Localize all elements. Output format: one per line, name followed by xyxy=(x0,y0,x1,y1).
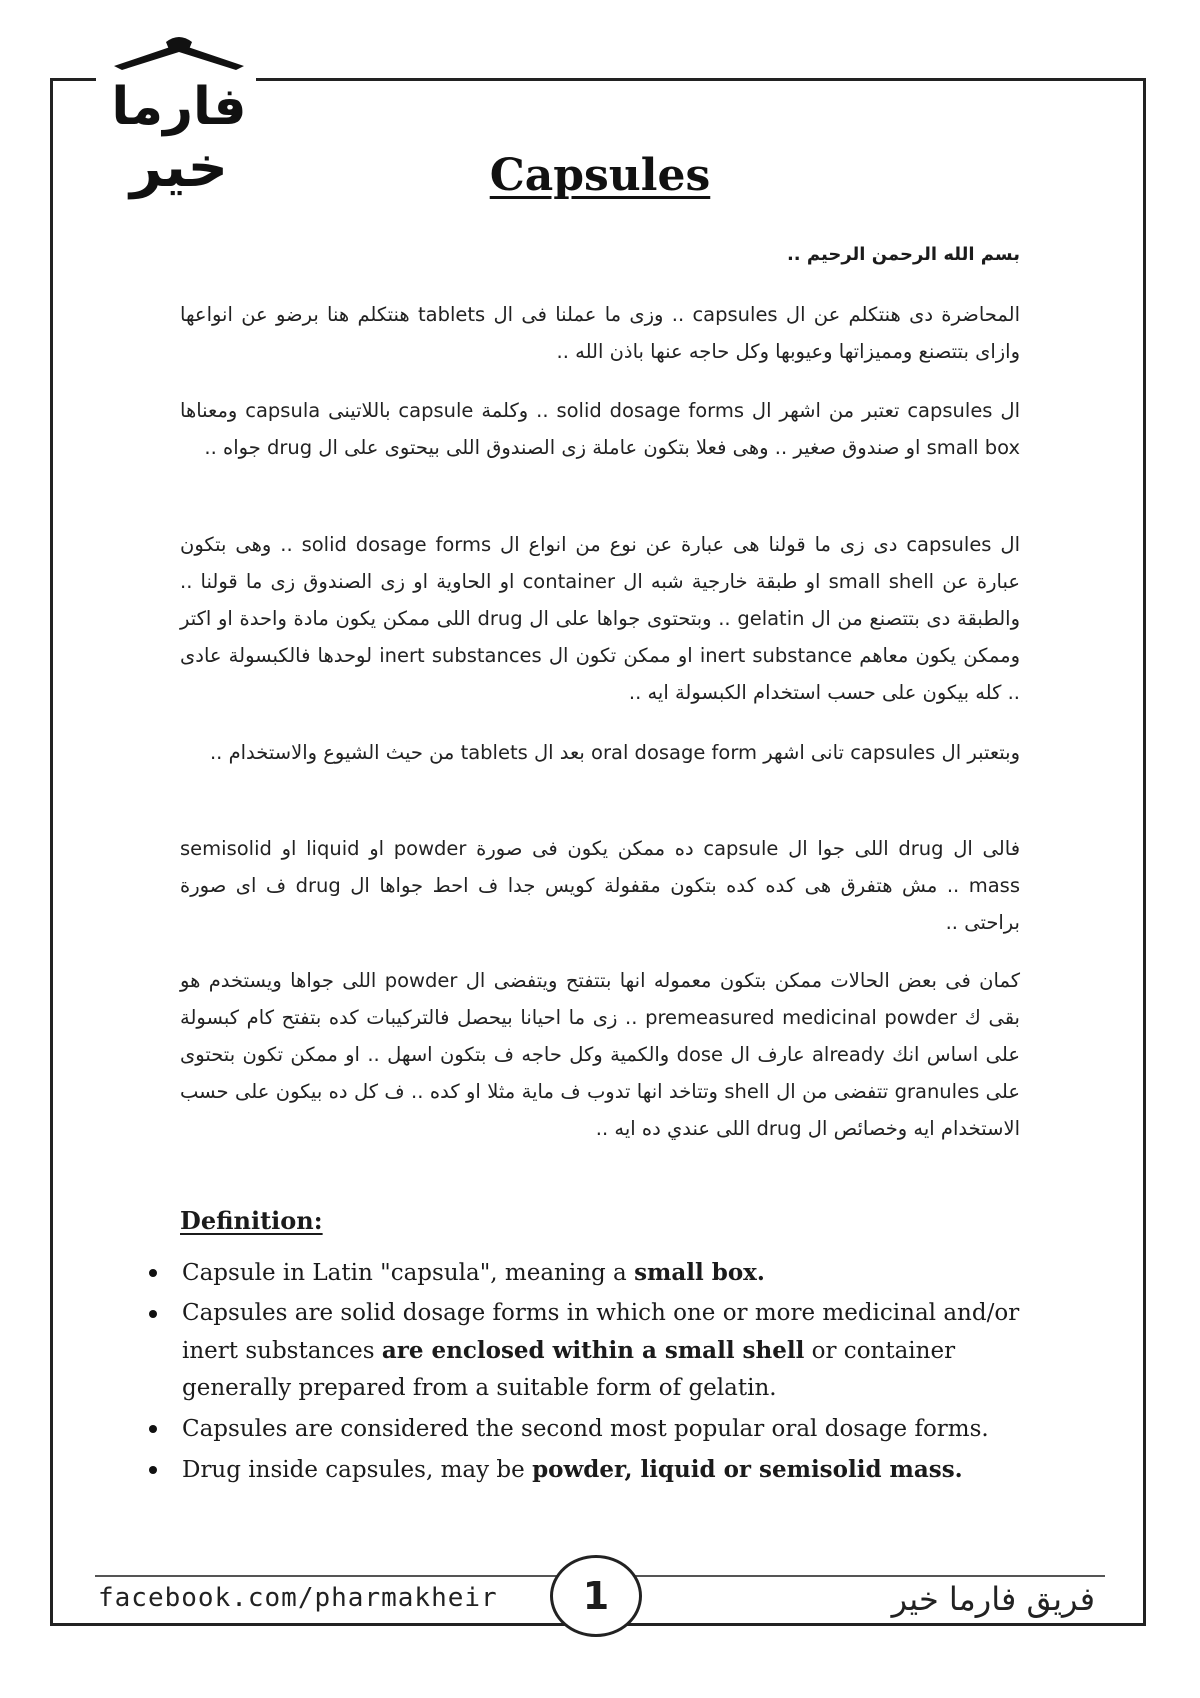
definition-item: Capsule in Latin "capsula", meaning a small box. xyxy=(145,1254,1025,1292)
basmala: بسم الله الرحمن الرحيم .. xyxy=(786,244,1020,265)
paragraph-intro: المحاضرة دى هنتكلم عن ال capsules .. وزى ما عملنا فى ال tablets هنتكلم هنا برضو عن انواعها وازاى بتتصنع ومميزاتها وعيوبها وكل حاجه عنها باذن الله .. xyxy=(180,303,1021,363)
facebook-link[interactable]: facebook.com/pharmakheir xyxy=(98,1583,498,1613)
paragraph-what-is-capsule: ال capsules تعتبر من اشهر ال solid dosage forms .. وكلمة capsule باللاتينى capsula ومعناها small box او صندوق صغير .. وهى فعلا بتكون عاملة زى الصندوق اللى بيحتوى على ال drug جواه .. xyxy=(180,399,1020,459)
definition-item: Drug inside capsules, may be powder, liquid or semisolid mass. xyxy=(145,1451,1025,1489)
paragraph-opening-capsules: كمان فى بعض الحالات ممكن بتكون معموله انها بتتفتح ويتفضى ال powder اللى جواها ويستخدم هو بقى ك premeasured medicinal powder .. زى ما احيانا بيحصل فالتركيبات كده بتفتح كام كبسولة على اساس انك already عارف ال dose والكمية وكل حاجه ف بتكون اسهل .. او ممكن تكون بتحتوى على granules تتفضى من ال shell وتتاخد انها تدوب ف ماية مثلا او كده .. ف كل ده بيكون على حسب الاستخدام ايه وخصائص ال drug اللى عندي ده ايه .. xyxy=(180,969,1021,1140)
logo-text-line1: فارما xyxy=(111,77,247,137)
page-title: Capsules xyxy=(489,150,711,201)
logo-text-line2: خير xyxy=(129,135,229,200)
definition-item: Capsules are considered the second most popular oral dosage forms. xyxy=(145,1410,1025,1448)
paragraph-drug-forms: فالى ال drug اللى جوا ال capsule ده ممكن يكون فى صورة powder او liquid او semisolid mass .. مش هتفرق هى كده كده بتكون مقفولة كويس جدا ف احط جواها ال drug ف اى صورة براحتى .. xyxy=(180,837,1021,934)
definition-list xyxy=(145,1254,1025,1492)
definition-item: Capsules are solid dosage forms in which one or more medicinal and/or inert substances are enclosed within a small shell or container generally prepared from a suitable form of gelatin. xyxy=(145,1295,1025,1407)
page-number: 1 xyxy=(550,1555,642,1637)
paragraph-popularity: وبتعتبر ال capsules تانى اشهر oral dosage form بعد ال tablets من حيث الشيوع والاستخدام .. xyxy=(209,741,1020,764)
definition-heading: Definition: xyxy=(180,1206,323,1235)
paragraph-structure: ال capsules دى زى ما قولنا هى عبارة عن نوع من انواع ال solid dosage forms .. وهى بتكون عبارة عن small shell او طبقة خارجية شبه ال container او الحاوية او زى الصندوق زى ما قولنا .. والطبقة دى بتتصنع من ال gelatin .. وبتحتوى جواها على ال drug اللى ممكن يكون مادة واحدة او اكتر وممكن يكون معاهم inert substance او ممكن تكون ال inert substances لوحدها فالكبسولة عادى .. كله بيكون على حسب استخدام الكبسولة ايه .. xyxy=(180,533,1021,704)
team-name: فريق فارما خير xyxy=(891,1580,1095,1618)
